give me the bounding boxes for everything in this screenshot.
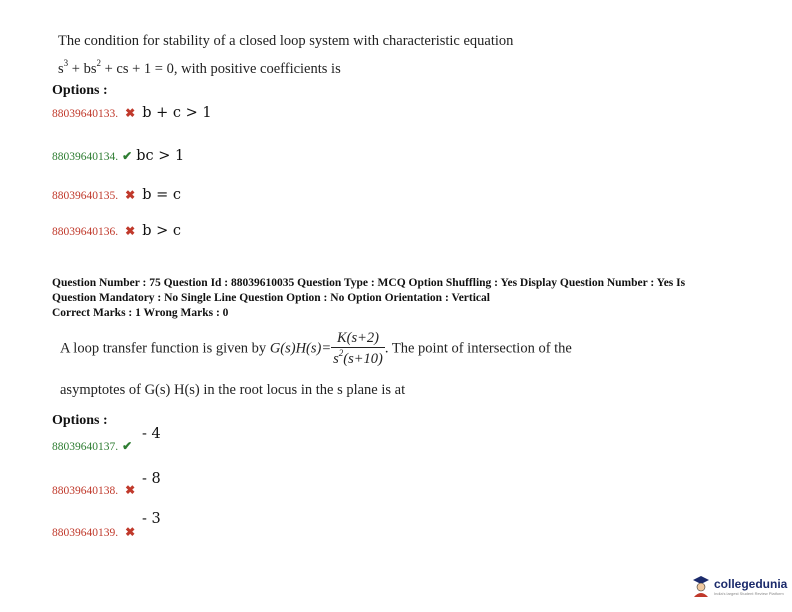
option-row[interactable] (52, 186, 181, 204)
option-id: 88039640133. (52, 108, 119, 120)
transfer-function-lhs: G(s)H(s)= (269, 340, 332, 357)
option-id: 88039640137. (52, 441, 119, 453)
option-text: b > c (142, 223, 181, 239)
transfer-function-fraction (331, 330, 385, 368)
option-text: b = c (142, 187, 181, 203)
cross-icon: ✖ (122, 525, 136, 539)
question2-text-after: . The point of intersection of the (384, 340, 572, 357)
option-id: 88039640135. (52, 190, 119, 202)
option-id: 88039640134. (52, 151, 119, 163)
cross-icon: ✖ (122, 188, 139, 202)
cross-icon: ✖ (122, 483, 136, 497)
transfer-function-numerator: K(s+2) (331, 330, 385, 348)
question1-equation-rest: , with positive coefficients is (173, 61, 341, 77)
question2-line1 (60, 330, 572, 368)
transfer-function-denominator: $s^2(s+10)$ (333, 348, 383, 367)
option-id: 88039640138. (52, 485, 119, 497)
option-text: b + c > 1 (142, 105, 212, 121)
question-meta-line3: Correct Marks : 1 Wrong Marks : 0 (52, 307, 229, 319)
collegedunia-logo (692, 575, 787, 597)
option-text: - 4 (142, 426, 161, 442)
option-row[interactable] (52, 222, 181, 240)
option-row[interactable] (52, 437, 132, 455)
brand-name: collegedunia (714, 576, 788, 591)
graduate-icon (692, 575, 710, 597)
option-row[interactable] (52, 147, 184, 165)
option-text: bc > 1 (136, 148, 185, 164)
transfer-function-denominator-rest: (s+10) (343, 351, 383, 367)
option-row[interactable] (52, 481, 135, 499)
cross-icon: ✖ (122, 106, 139, 120)
option-id: 88039640136. (52, 226, 119, 238)
question-meta-line1: Question Number : 75 Question Id : 88039610035 Question Type : MCQ Option Shuffling : Yes Display Question Number : Yes Is (52, 277, 686, 289)
option-row[interactable] (52, 523, 135, 541)
question-meta-line2: Question Mandatory : No Single Line Question Option : No Option Orientation : Vertical (52, 292, 490, 304)
question2-line2: asymptotes of G(s) H(s) in the root locus in the s plane is at (60, 382, 406, 398)
check-icon: ✔ (122, 149, 133, 163)
cross-icon: ✖ (122, 224, 139, 238)
check-icon: ✔ (122, 439, 133, 453)
option-text: - 8 (142, 471, 161, 487)
options-label-q1: Options : (52, 83, 108, 98)
option-id: 88039640139. (52, 527, 119, 539)
option-row[interactable] (52, 104, 212, 122)
options-label-q2: Options : (52, 413, 108, 428)
option-text: - 3 (142, 511, 161, 527)
question2-text-before: A loop transfer function is given by (60, 340, 267, 357)
question1-line1: The condition for stability of a closed loop system with characteristic equation (58, 33, 514, 49)
question1-equation: $s^3 + bs^2$ + cs + 1 = 0, with positive coefficients is (58, 58, 341, 77)
brand-tagline: India's largest Student Review Platform (714, 590, 784, 596)
